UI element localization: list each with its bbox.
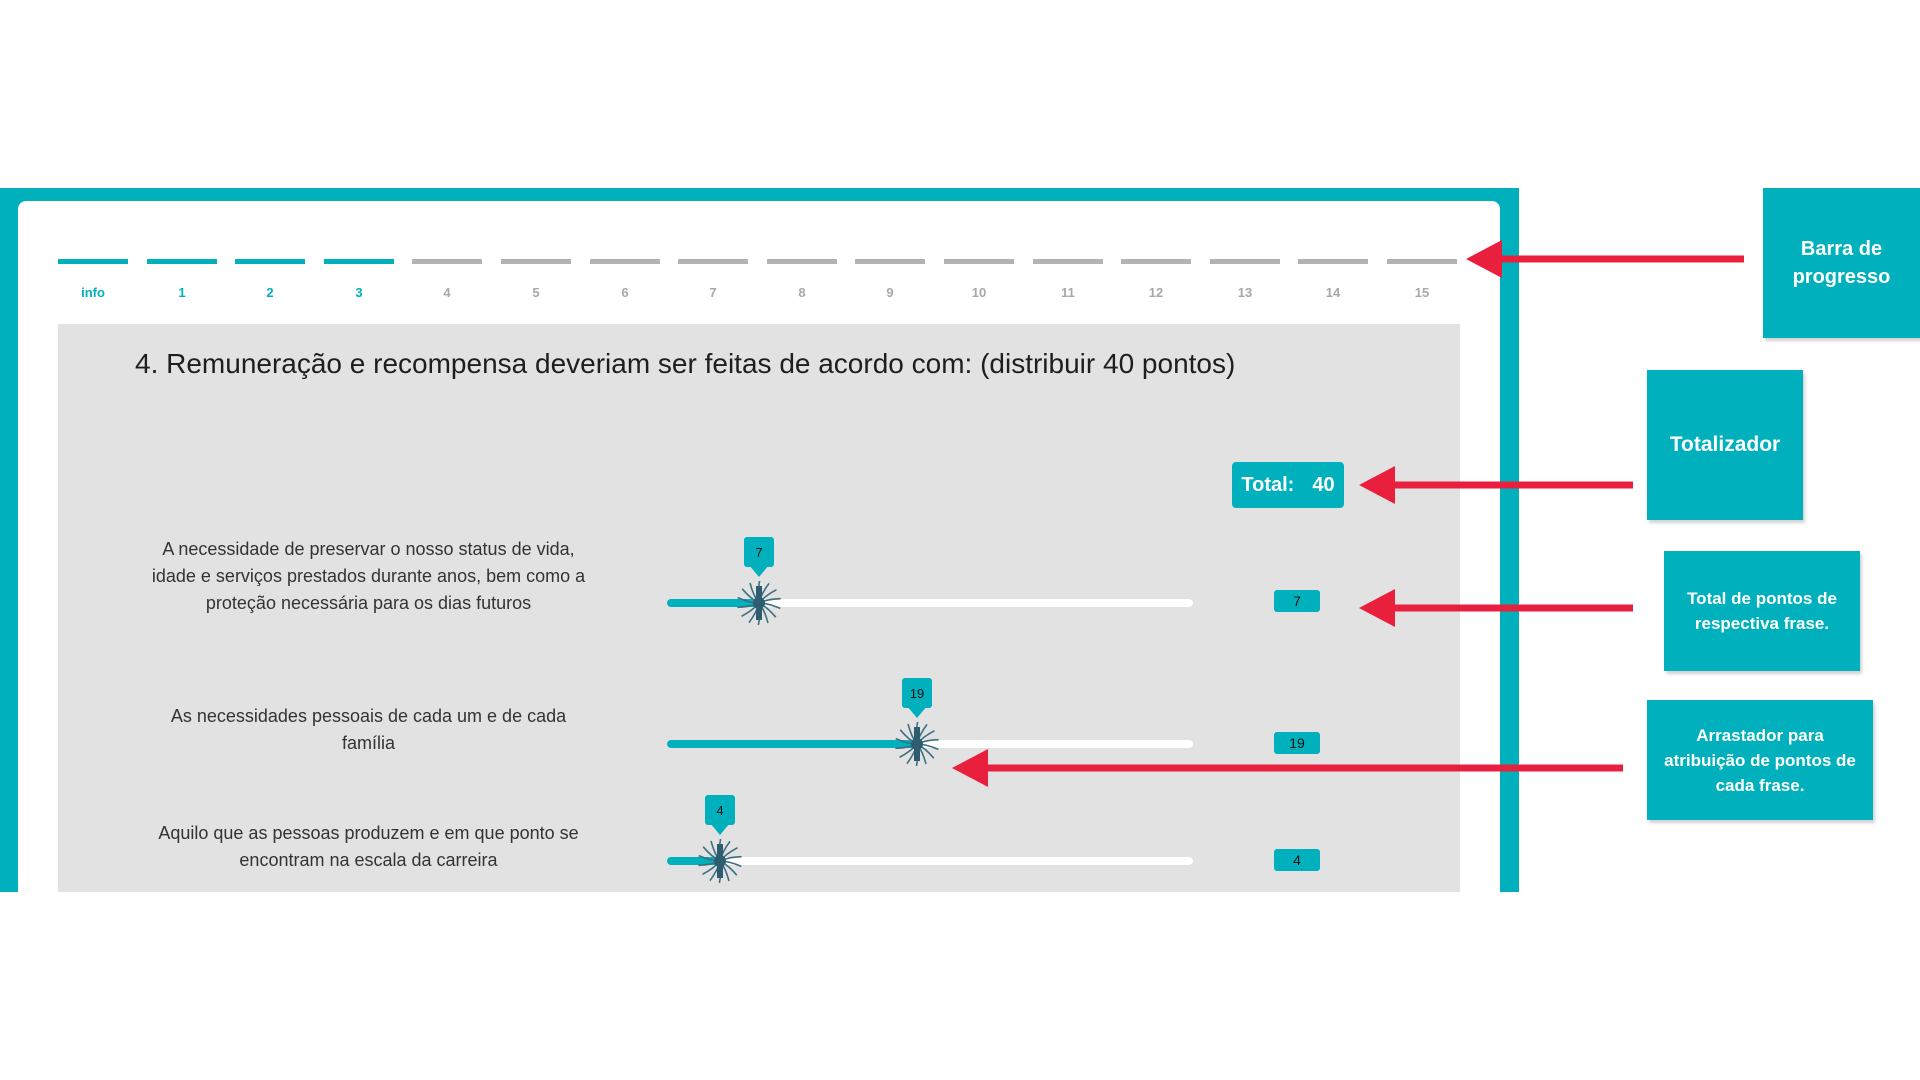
progress-segment-11[interactable]: [1033, 259, 1103, 264]
callout-progress-bar: Barra de progresso: [1763, 188, 1920, 338]
progress-label-12: 12: [1148, 285, 1164, 300]
progress-segment-13[interactable]: [1210, 259, 1280, 264]
total-value: 40: [1312, 473, 1335, 496]
slider-tooltip-1: 7: [744, 537, 774, 567]
progress-label-5: 5: [532, 285, 540, 300]
slider-tooltip-2: 19: [902, 678, 932, 708]
slider-track-3[interactable]: [667, 857, 1193, 865]
progress-label-10: 10: [971, 285, 987, 300]
progress-label-4: 4: [443, 285, 451, 300]
callout-item-total: Total de pontos de respectiva frase.: [1664, 551, 1860, 671]
progress-segment-10[interactable]: [944, 259, 1014, 264]
progress-segment-15[interactable]: [1387, 259, 1457, 264]
arrow-item-total: [1359, 587, 1635, 629]
total-counter: [1232, 462, 1344, 508]
progress-segment-4[interactable]: [412, 259, 482, 264]
progress-segment-3[interactable]: [324, 259, 394, 264]
progress-segment-5[interactable]: [501, 259, 571, 264]
item-text-3: Aquilo que as pessoas produzem e em que ponto se encontram na escala da carreira: [158, 823, 579, 870]
progress-label-9: 9: [886, 285, 894, 300]
slider-thumb-2[interactable]: [892, 719, 942, 769]
progress-segment-12[interactable]: [1121, 259, 1191, 264]
progress-label-15: 15: [1414, 285, 1430, 300]
arrow-totalizer: [1359, 464, 1635, 506]
slider-thumb-3[interactable]: [695, 836, 745, 886]
progress-label-14: 14: [1325, 285, 1341, 300]
progress-segment-info[interactable]: [58, 259, 128, 264]
arrow-progress-bar: [1466, 238, 1746, 280]
item-points-1: 7: [1274, 590, 1320, 612]
progress-label-2: 2: [266, 285, 274, 300]
progress-segment-1[interactable]: [147, 259, 217, 264]
callout-totalizer: Totalizador: [1647, 370, 1803, 520]
progress-segment-7[interactable]: [678, 259, 748, 264]
progress-label-11: 11: [1061, 285, 1075, 300]
progress-segment-8[interactable]: [767, 259, 837, 264]
progress-segment-2[interactable]: [235, 259, 305, 264]
total-label: Total:: [1241, 473, 1295, 496]
progress-label-7: 7: [709, 285, 717, 300]
progress-label-6: 6: [621, 285, 629, 300]
progress-label-3: 3: [355, 285, 363, 300]
progress-segment-9[interactable]: [855, 259, 925, 264]
item-text-1: A necessidade de preservar o nosso status de vida, idade e serviços prestados durante anos, bem como a proteção necessária para os dias futuros: [151, 539, 586, 613]
progress-label-13: 13: [1237, 285, 1253, 300]
callout-slider: Arrastador para atribuição de pontos de cada frase.: [1647, 700, 1873, 820]
slider-fill-2: [667, 740, 917, 748]
question-title: 4. Remuneração e recompensa deveriam ser feitas de acordo com: (distribuir 40 pontos): [135, 348, 1236, 379]
item-text-2: As necessidades pessoais de cada um e de cada família: [170, 706, 567, 753]
progress-label-8: 8: [798, 285, 806, 300]
slider-thumb-1[interactable]: [734, 578, 784, 628]
arrow-slider: [952, 747, 1625, 789]
progress-label-1: 1: [178, 285, 186, 300]
item-points-2: 19: [1274, 732, 1320, 754]
progress-segment-6[interactable]: [590, 259, 660, 264]
progress-segment-14[interactable]: [1298, 259, 1368, 264]
item-points-3: 4: [1274, 849, 1320, 871]
slider-tooltip-3: 4: [705, 795, 735, 825]
progress-label-info: info: [81, 285, 105, 300]
